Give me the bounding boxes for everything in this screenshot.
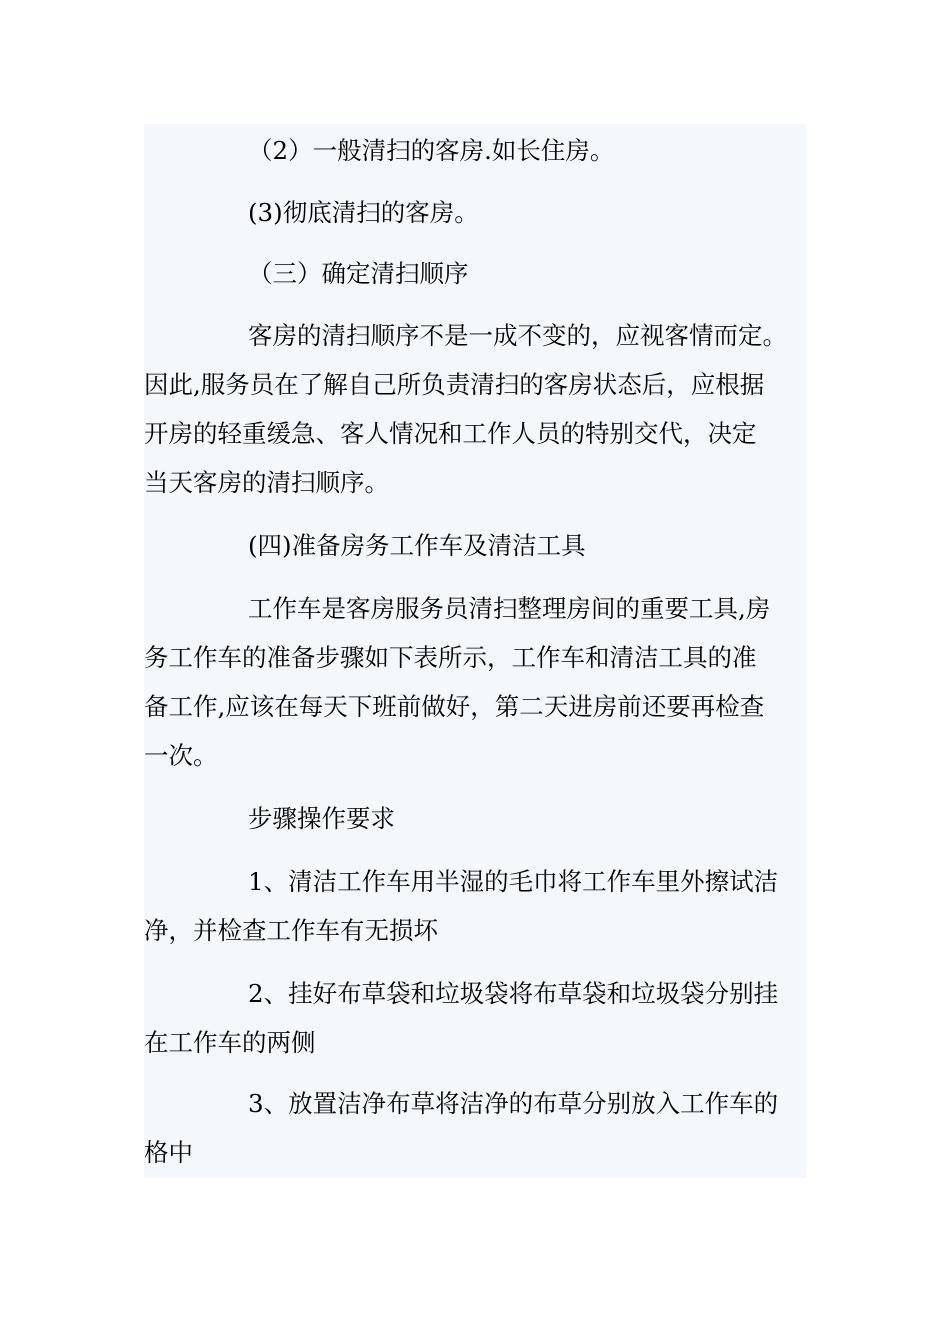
text-line: 在工作车的两侧	[144, 1028, 316, 1057]
text-line: 当天客房的清扫顺序。	[144, 468, 389, 497]
text-line: 3、放置洁净布草将洁净的布草分别放入工作车的	[248, 1089, 779, 1118]
text-line: 1、清洁工作车用半湿的毛巾将工作车里外擦试洁	[248, 867, 779, 896]
paragraph-6	[144, 584, 806, 780]
text-line: 一次。	[144, 741, 218, 770]
paragraph-4	[144, 311, 806, 507]
text-line: 步骤操作要求	[248, 804, 395, 833]
text-line: （三）确定清扫顺序	[248, 259, 469, 288]
text-line: 因此,服务员在了解自己所负责清扫的客房状态后，应根据	[144, 370, 765, 399]
text-line: 务工作车的准备步骤如下表所示，工作车和清洁工具的准	[144, 643, 757, 672]
paragraph-10	[144, 1079, 806, 1177]
text-line: 备工作,应该在每天下班前做好，第二天进房前还要再检查	[144, 692, 765, 721]
text-line: 净，并检查工作车有无损坏	[144, 916, 438, 945]
text-line: 客房的清扫顺序不是一成不变的，应视客情而定。	[248, 321, 787, 350]
text-line: 工作车是客房服务员清扫整理房间的重要工具,房	[248, 594, 771, 623]
paragraph-7	[144, 794, 806, 843]
text-line: (四)准备房务工作车及清洁工具	[248, 531, 586, 560]
text-line: 格中	[144, 1138, 193, 1167]
text-line: 开房的轻重缓急、客人情况和工作人员的特别交代，决定	[144, 419, 757, 448]
paragraph-1	[144, 126, 806, 175]
text-line: 2、挂好布草袋和垃圾袋将布草袋和垃圾袋分别挂	[248, 979, 779, 1008]
text-line: (3)彻底清扫的客房。	[248, 198, 479, 227]
paragraph-2	[144, 188, 806, 237]
section-heading-4	[144, 521, 806, 570]
paragraph-9	[144, 969, 806, 1067]
document-page	[144, 124, 806, 1178]
text-line: （2）一般清扫的客房.如长住房。	[248, 136, 615, 165]
section-heading-3	[144, 249, 806, 298]
paragraph-8	[144, 857, 806, 955]
